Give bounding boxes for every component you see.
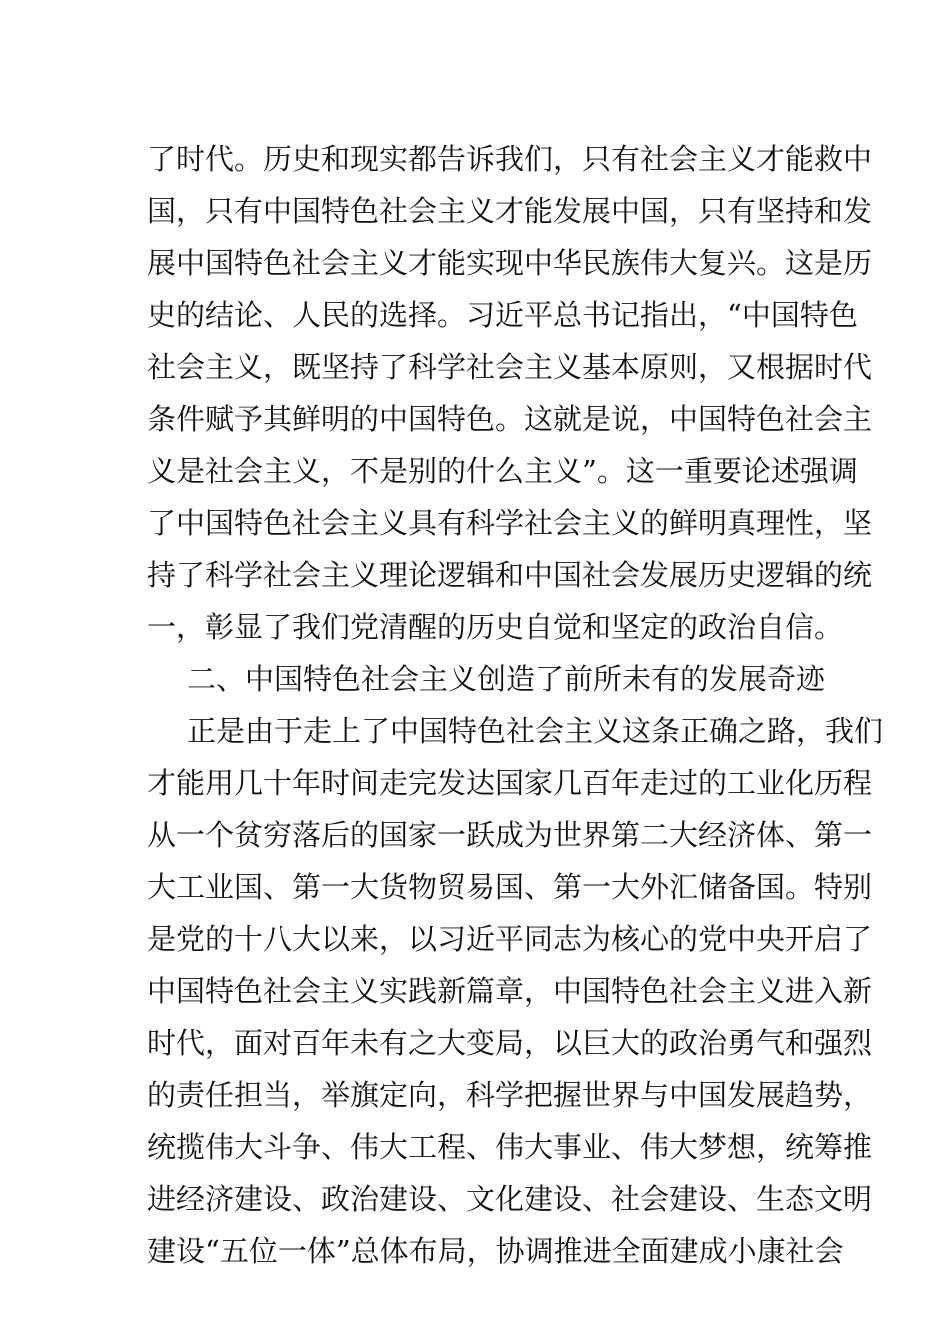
- text-line: 从一个贫穷落后的国家一跃成为世界第二大经济体、第一: [147, 818, 873, 852]
- text-line: 正是由于走上了中国特色社会主义这条正确之路，我们: [187, 714, 884, 748]
- paragraph-continued: [147, 133, 873, 653]
- text-line: 社会主义，既坚持了科学社会主义基本原则，又根据时代: [147, 350, 873, 384]
- text-line: 的责任担当，举旗定向，科学把握世界与中国发展趋势，: [147, 1078, 873, 1112]
- text-line: 义是社会主义，不是别的什么主义”。这一重要论述强调: [147, 454, 858, 488]
- text-line: 进经济建设、政治建设、文化建设、社会建设、生态文明: [147, 1182, 873, 1216]
- text-line: 一，彰显了我们党清醒的历史自觉和坚定的政治自信。: [147, 610, 844, 644]
- text-line: 时代，面对百年未有之大变局，以巨大的政治勇气和强烈: [147, 1026, 873, 1060]
- body-text: [147, 133, 884, 1277]
- text-line: 国，只有中国特色社会主义才能发展中国，只有坚持和发: [147, 194, 873, 228]
- text-line: 才能用几十年时间走完发达国家几百年走过的工业化历程: [147, 766, 873, 800]
- text-line: 展中国特色社会主义才能实现中华民族伟大复兴。这是历: [147, 246, 873, 280]
- text-line: 了时代。历史和现实都告诉我们，只有社会主义才能救中: [147, 142, 873, 176]
- paragraph: [147, 705, 884, 1277]
- text-line: 中国特色社会主义实践新篇章，中国特色社会主义进入新: [147, 974, 873, 1008]
- text-line: 史的结论、人民的选择。习近平总书记指出，“中国特色: [147, 298, 858, 332]
- section-heading: 二、中国特色社会主义创造了前所未有的发展奇迹: [187, 662, 826, 696]
- text-line: 大工业国、第一大货物贸易国、第一大外汇储备国。特别: [147, 870, 873, 904]
- text-line: 是党的十八大以来，以习近平同志为核心的党中央开启了: [147, 922, 873, 956]
- text-line: 建设“五位一体”总体布局，协调推进全面建成小康社会: [147, 1234, 844, 1268]
- text-line: 条件赋予其鲜明的中国特色。这就是说，中国特色社会主: [147, 402, 873, 436]
- text-line: 统揽伟大斗争、伟大工程、伟大事业、伟大梦想，统筹推: [147, 1130, 873, 1164]
- text-line: 持了科学社会主义理论逻辑和中国社会发展历史逻辑的统: [147, 558, 873, 592]
- text-line: 了中国特色社会主义具有科学社会主义的鲜明真理性，坚: [147, 506, 873, 540]
